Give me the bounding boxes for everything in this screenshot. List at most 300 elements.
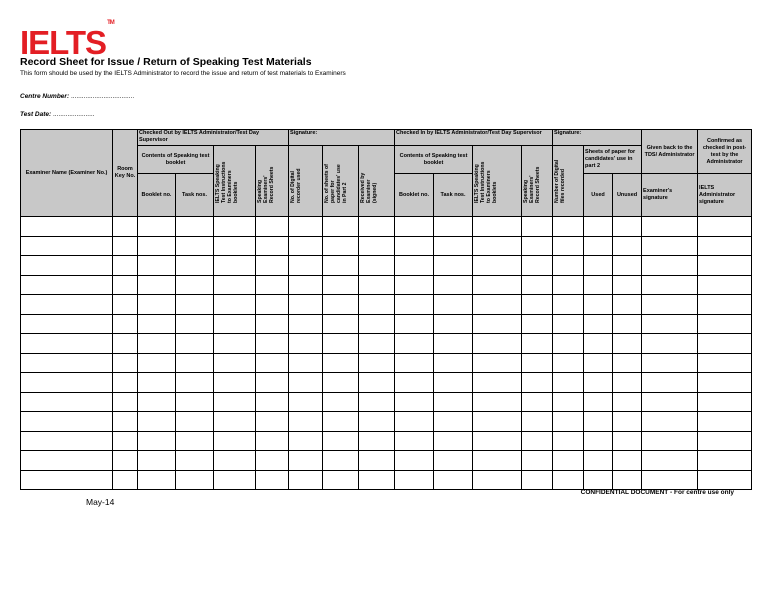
table-cell[interactable] [323,275,359,295]
table-cell[interactable] [584,275,613,295]
table-cell[interactable] [434,470,473,490]
table-cell[interactable] [214,431,256,451]
test-date-label: Test Date: [20,111,52,118]
table-cell[interactable] [395,236,434,256]
table-cell[interactable] [289,275,323,295]
table-cell[interactable] [522,353,553,373]
table-cell[interactable] [613,470,642,490]
table-row [21,470,752,490]
table-cell[interactable] [214,353,256,373]
table-cell[interactable] [553,392,584,412]
table-cell[interactable] [138,451,176,471]
table-cell[interactable] [584,373,613,393]
table-row [21,334,752,354]
table-cell[interactable] [323,353,359,373]
table-cell[interactable] [473,236,522,256]
table-cell[interactable] [176,470,214,490]
table-cell[interactable] [176,412,214,432]
centre-number-dots[interactable]: ................................... [70,93,135,100]
table-cell[interactable] [698,275,752,295]
table-row [21,314,752,334]
sheets-part2-header: No. of sheets of paper for candidates' use in Part 2 [324,164,349,203]
table-cell[interactable] [613,217,642,237]
table-cell[interactable] [553,373,584,393]
table-cell[interactable] [613,236,642,256]
table-cell[interactable] [138,334,176,354]
table-cell[interactable] [522,275,553,295]
table-cell[interactable] [553,275,584,295]
footer-date: May-14 [86,497,115,507]
table-cell[interactable] [395,217,434,237]
table-cell[interactable] [698,236,752,256]
table-cell[interactable] [613,451,642,471]
examiner-sig-header: Examiner's signature [642,174,698,217]
received-cell [359,146,395,217]
table-cell[interactable] [214,451,256,471]
table-cell[interactable] [698,451,752,471]
table-cell[interactable] [289,412,323,432]
table-cell[interactable] [522,295,553,315]
table-cell[interactable] [642,295,698,315]
table-cell[interactable] [642,334,698,354]
table-cell[interactable] [642,412,698,432]
table-cell[interactable] [642,470,698,490]
table-cell[interactable] [553,236,584,256]
table-cell[interactable] [584,314,613,334]
table-cell[interactable] [698,412,752,432]
table-cell[interactable] [359,256,395,276]
table-cell[interactable] [323,373,359,393]
table-cell[interactable] [359,451,395,471]
table-cell[interactable] [642,275,698,295]
signature1-header: Signature: [289,130,395,146]
examiner-name-header: Examiner Name (Examiner No.) [21,130,113,217]
table-cell[interactable] [434,392,473,412]
checked-in-header: Checked In by IELTS Administrator/Test Day Supervisor [395,130,553,146]
table-cell[interactable] [584,412,613,432]
task-nos2-header: Task nos. [434,174,473,217]
table-cell[interactable] [214,392,256,412]
table-cell[interactable] [473,353,522,373]
table-cell[interactable] [176,314,214,334]
table-cell[interactable] [359,314,395,334]
table-cell[interactable] [473,256,522,276]
table-row [21,256,752,276]
table-cell[interactable] [113,470,138,490]
checked-out-header: Checked Out by IELTS Administrator/Test Day Supervisor [138,130,289,146]
table-cell[interactable] [138,470,176,490]
table-cell[interactable] [21,353,113,373]
table-cell[interactable] [395,314,434,334]
table-cell[interactable] [698,373,752,393]
table-cell[interactable] [21,451,113,471]
table-cell[interactable] [473,275,522,295]
table-cell[interactable] [256,392,289,412]
table-cell[interactable] [289,353,323,373]
table-cell[interactable] [395,431,434,451]
table-cell[interactable] [584,295,613,315]
centre-number-field[interactable] [20,93,134,100]
table-cell[interactable] [256,314,289,334]
table-cell[interactable] [289,451,323,471]
table-cell[interactable] [323,412,359,432]
table-cell[interactable] [289,334,323,354]
table-cell[interactable] [359,236,395,256]
table-cell[interactable] [434,295,473,315]
table-cell[interactable] [642,236,698,256]
table-cell[interactable] [113,275,138,295]
contents2-header: Contents of Speaking test booklet [395,146,473,174]
table-cell[interactable] [176,275,214,295]
table-cell[interactable] [642,217,698,237]
table-cell[interactable] [214,470,256,490]
table-cell[interactable] [522,373,553,393]
table-cell[interactable] [553,217,584,237]
table-cell[interactable] [395,295,434,315]
table-cell[interactable] [21,334,113,354]
page-subtitle: This form should be used by the IELTS Administrator to record the issue and return of test materials to Examiners [20,70,346,77]
table-cell[interactable] [434,314,473,334]
table-cell[interactable] [522,451,553,471]
record-sheets1-cell [256,146,289,217]
table-cell[interactable] [256,431,289,451]
confirmed-header: Confirmed as checked in post-test by the Administrator [698,130,752,174]
table-cell[interactable] [289,470,323,490]
table-cell[interactable] [642,314,698,334]
table-cell[interactable] [289,392,323,412]
table-cell[interactable] [138,353,176,373]
table-cell[interactable] [176,392,214,412]
table-cell[interactable] [395,353,434,373]
table-cell[interactable] [584,470,613,490]
table-cell[interactable] [473,295,522,315]
table-cell[interactable] [613,314,642,334]
table-cell[interactable] [553,451,584,471]
table-cell[interactable] [214,275,256,295]
table-cell[interactable] [584,353,613,373]
table-cell[interactable] [473,451,522,471]
table-cell[interactable] [522,431,553,451]
table-cell[interactable] [323,451,359,471]
table-cell[interactable] [138,236,176,256]
table-cell[interactable] [359,217,395,237]
table-row [21,373,752,393]
table-cell[interactable] [698,353,752,373]
table-cell[interactable] [553,314,584,334]
digital-files-header: Number of Digital files recorded [554,159,567,203]
table-cell[interactable] [21,236,113,256]
table-cell[interactable] [553,334,584,354]
table-cell[interactable] [138,295,176,315]
table-cell[interactable] [176,217,214,237]
table-cell[interactable] [21,275,113,295]
instructions1-cell [214,146,256,217]
table-cell[interactable] [395,412,434,432]
table-cell[interactable] [359,275,395,295]
table-cell[interactable] [698,392,752,412]
table-cell[interactable] [613,334,642,354]
table-cell[interactable] [214,412,256,432]
table-cell[interactable] [642,431,698,451]
table-cell[interactable] [395,256,434,276]
table-cell[interactable] [434,373,473,393]
table-cell[interactable] [323,314,359,334]
table-cell[interactable] [359,295,395,315]
table-cell[interactable] [553,256,584,276]
table-cell[interactable] [176,373,214,393]
table-cell[interactable] [113,431,138,451]
table-cell[interactable] [289,236,323,256]
table-cell[interactable] [698,470,752,490]
table-cell[interactable] [21,256,113,276]
table-cell[interactable] [584,256,613,276]
table-row [21,217,752,237]
table-cell[interactable] [584,451,613,471]
table-cell[interactable] [584,334,613,354]
table-cell[interactable] [214,334,256,354]
table-cell[interactable] [21,373,113,393]
table-cell[interactable] [642,353,698,373]
table-cell[interactable] [256,373,289,393]
table-cell[interactable] [584,431,613,451]
table-cell[interactable] [256,275,289,295]
table-cell[interactable] [522,334,553,354]
record-sheets2-header: Speaking Examiners' Record Sheets [523,166,542,203]
table-cell[interactable] [473,334,522,354]
table-cell[interactable] [113,217,138,237]
table-cell[interactable] [613,256,642,276]
table-cell[interactable] [553,353,584,373]
record-table [20,129,752,490]
table-cell[interactable] [698,217,752,237]
table-cell[interactable] [434,236,473,256]
table-cell[interactable] [214,236,256,256]
table-cell[interactable] [323,392,359,412]
table-cell[interactable] [323,236,359,256]
table-cell[interactable] [21,314,113,334]
table-cell[interactable] [289,314,323,334]
table-cell[interactable] [138,256,176,276]
table-cell[interactable] [584,217,613,237]
table-cell[interactable] [473,412,522,432]
table-cell[interactable] [642,373,698,393]
table-cell[interactable] [323,217,359,237]
table-cell[interactable] [176,451,214,471]
table-cell[interactable] [473,431,522,451]
table-cell[interactable] [522,470,553,490]
table-cell[interactable] [138,412,176,432]
table-cell[interactable] [553,295,584,315]
table-cell[interactable] [138,431,176,451]
table-cell[interactable] [613,412,642,432]
table-cell[interactable] [698,334,752,354]
task-nos1-header: Task nos. [176,174,214,217]
table-cell[interactable] [176,353,214,373]
table-cell[interactable] [214,314,256,334]
table-cell[interactable] [473,217,522,237]
table-cell[interactable] [256,217,289,237]
table-cell[interactable] [395,373,434,393]
table-cell[interactable] [642,256,698,276]
admin-sig-header: IELTS Administrator signature [698,174,752,217]
table-cell[interactable] [434,256,473,276]
table-cell[interactable] [113,334,138,354]
used-header: Used [584,174,613,217]
table-cell[interactable] [289,373,323,393]
table-row [21,295,752,315]
table-cell[interactable] [613,431,642,451]
table-cell[interactable] [256,470,289,490]
table-cell[interactable] [256,236,289,256]
trademark: TM [107,20,114,26]
table-cell[interactable] [434,353,473,373]
table-cell[interactable] [323,470,359,490]
table-cell[interactable] [21,295,113,315]
table-cell[interactable] [522,256,553,276]
table-cell[interactable] [473,314,522,334]
table-cell[interactable] [21,217,113,237]
table-cell[interactable] [289,431,323,451]
table-cell[interactable] [522,236,553,256]
table-cell[interactable] [613,275,642,295]
table-cell[interactable] [214,373,256,393]
table-cell[interactable] [113,353,138,373]
table-cell[interactable] [176,236,214,256]
table-cell[interactable] [473,470,522,490]
instructions2-header: IELTS Speaking Test Instructions to Examiners booklets [474,161,499,203]
table-cell[interactable] [434,451,473,471]
table-cell[interactable] [359,431,395,451]
table-cell[interactable] [113,295,138,315]
table-cell[interactable] [289,256,323,276]
table-cell[interactable] [289,295,323,315]
table-cell[interactable] [113,256,138,276]
test-date-field[interactable] [20,111,95,118]
table-cell[interactable] [138,275,176,295]
table-cell[interactable] [434,217,473,237]
table-cell[interactable] [256,412,289,432]
table-cell[interactable] [289,217,323,237]
table-cell[interactable] [359,412,395,432]
table-cell[interactable] [584,392,613,412]
table-cell[interactable] [323,431,359,451]
table-cell[interactable] [176,295,214,315]
table-cell[interactable] [395,275,434,295]
table-cell[interactable] [434,334,473,354]
table-cell[interactable] [214,256,256,276]
table-cell[interactable] [323,295,359,315]
table-cell[interactable] [698,431,752,451]
table-cell[interactable] [21,392,113,412]
table-cell[interactable] [395,334,434,354]
table-cell[interactable] [642,392,698,412]
table-cell[interactable] [21,470,113,490]
table-cell[interactable] [113,373,138,393]
digital-recorder-header: No. of Digital recorder used [290,168,303,203]
instructions2-cell [473,146,522,217]
table-cell[interactable] [359,470,395,490]
table-row [21,431,752,451]
table-cell[interactable] [613,373,642,393]
table-cell[interactable] [359,373,395,393]
table-cell[interactable] [522,392,553,412]
table-cell[interactable] [359,392,395,412]
table-cell[interactable] [698,314,752,334]
unused-header: Unused [613,174,642,217]
table-cell[interactable] [553,412,584,432]
table-cell[interactable] [473,392,522,412]
table-cell[interactable] [698,295,752,315]
table-row [21,412,752,432]
table-cell[interactable] [613,295,642,315]
table-cell[interactable] [256,451,289,471]
table-cell[interactable] [613,392,642,412]
digital-files-cell [553,146,584,217]
table-cell[interactable] [113,236,138,256]
room-key-header: Room Key No. [113,130,138,217]
table-cell[interactable] [473,373,522,393]
table-cell[interactable] [434,412,473,432]
table-cell[interactable] [256,295,289,315]
table-cell[interactable] [522,217,553,237]
table-cell[interactable] [176,334,214,354]
table-cell[interactable] [113,412,138,432]
table-cell[interactable] [553,470,584,490]
table-cell[interactable] [698,256,752,276]
table-cell[interactable] [434,431,473,451]
table-cell[interactable] [359,353,395,373]
table-cell[interactable] [138,314,176,334]
table-cell[interactable] [214,295,256,315]
table-cell[interactable] [256,353,289,373]
table-cell[interactable] [138,217,176,237]
table-cell[interactable] [613,353,642,373]
record-sheets2-cell [522,146,553,217]
table-cell[interactable] [522,412,553,432]
instructions1-header: IELTS Speaking Test Instructions to Examiners booklets [215,161,239,203]
table-cell[interactable] [434,275,473,295]
table-cell[interactable] [214,217,256,237]
table-cell[interactable] [642,451,698,471]
test-date-dots[interactable]: ....................... [53,111,95,118]
table-cell[interactable] [113,451,138,471]
table-row [21,353,752,373]
table-cell[interactable] [359,334,395,354]
table-cell[interactable] [138,392,176,412]
table-row [21,275,752,295]
table-cell[interactable] [21,412,113,432]
table-cell[interactable] [395,451,434,471]
given-back-header: Given back to the TDS/ Administrator [642,130,698,174]
table-cell[interactable] [553,431,584,451]
table-cell[interactable] [256,256,289,276]
table-cell[interactable] [176,431,214,451]
table-cell[interactable] [522,314,553,334]
table-cell[interactable] [113,314,138,334]
table-cell[interactable] [323,256,359,276]
table-cell[interactable] [323,334,359,354]
table-cell[interactable] [21,431,113,451]
table-cell[interactable] [176,256,214,276]
table-cell[interactable] [138,373,176,393]
sheets-part2-cell [323,146,359,217]
table-cell[interactable] [113,392,138,412]
table-cell[interactable] [395,470,434,490]
table-cell[interactable] [395,392,434,412]
table-cell[interactable] [584,236,613,256]
table-cell[interactable] [256,334,289,354]
contents1-header: Contents of Speaking test booklet [138,146,214,174]
